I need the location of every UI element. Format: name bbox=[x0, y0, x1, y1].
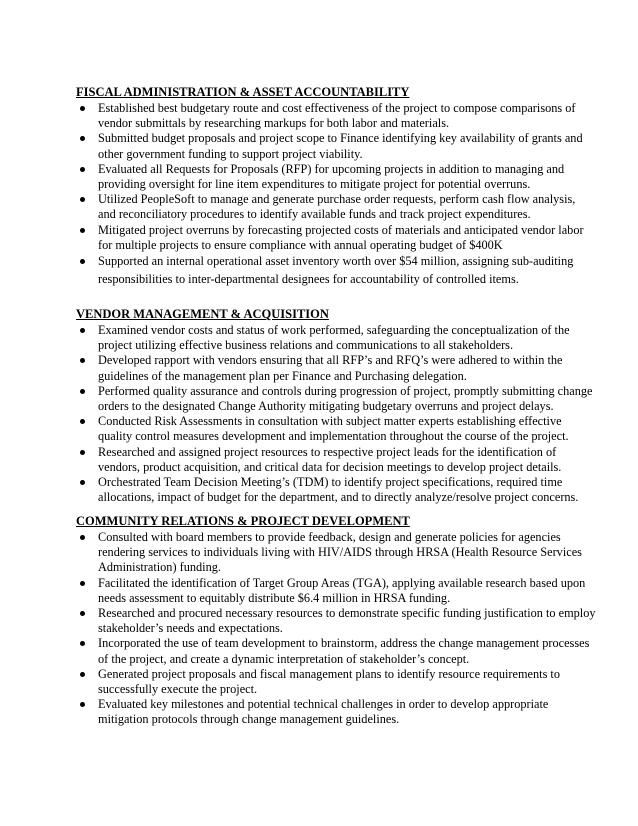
list-item-text: Evaluated all Requests for Proposals (RFP) for upcoming projects in addition to managing and providing oversight for line item expenditures to mitigate project for potential overruns. bbox=[98, 161, 565, 192]
list-item bbox=[76, 445, 596, 475]
bullet-icon bbox=[80, 259, 85, 264]
list-item-text: Facilitated the identification of Target Group Areas (TGA), applying available research based upon needs assessment to equitably distribute $6.4 million in HRSA funding. bbox=[98, 575, 586, 605]
list-item bbox=[76, 606, 596, 636]
bullet-list bbox=[76, 530, 596, 728]
bullet-icon bbox=[80, 197, 85, 202]
section-heading: VENDOR MANAGEMENT & ACQUISITION bbox=[76, 307, 329, 321]
list-item bbox=[76, 131, 596, 161]
list-item bbox=[76, 530, 596, 576]
bullet-icon bbox=[80, 228, 85, 233]
list-item-text: Consulted with board members to provide feedback, design and generate policies for agencies rendering services to individuals living with HIV/AIDS through HRSA (Health Resource Services Administration) funding. bbox=[98, 530, 582, 575]
bullet-icon bbox=[80, 480, 85, 485]
list-item-text: Submitted budget proposals and project scope to Finance identifying key availability of grants and other government funding to support project viability. bbox=[98, 131, 583, 161]
bullet-icon bbox=[80, 136, 85, 141]
section-community-relations bbox=[76, 514, 596, 728]
list-item bbox=[76, 253, 596, 288]
list-item-text: Supported an internal operational asset inventory worth over $54 million, assigning sub-auditing responsibilities to inter-departmental designees for accountability of controlled items. bbox=[98, 254, 574, 286]
bullet-icon bbox=[80, 611, 85, 616]
bullet-icon bbox=[80, 328, 85, 333]
bullet-icon bbox=[80, 450, 85, 455]
list-item-text: Incorporated the use of team development to brainstorm, address the change management processes of the project, and create a dynamic interpretation of stakeholder’s concept. bbox=[98, 636, 590, 666]
list-item bbox=[76, 323, 596, 353]
bullet-icon bbox=[80, 358, 85, 363]
list-item-text: Mitigated project overruns by forecasting projected costs of materials and anticipated vendor labor for multiple projects to ensure compliance with annual operating budget of $400K bbox=[98, 222, 584, 252]
list-item-text: Performed quality assurance and controls during progression of project, promptly submitting change orders to the designated Change Authority mitigating budgetary overruns and project delays. bbox=[98, 383, 593, 414]
section-heading: COMMUNITY RELATIONS & PROJECT DEVELOPMENT bbox=[76, 514, 410, 528]
list-item-text: Researched and procured necessary resources to demonstrate specific funding justification to employ stakeholder’s needs and expectations. bbox=[98, 606, 596, 636]
bullet-icon bbox=[80, 702, 85, 707]
list-item-text: Examined vendor costs and status of work performed, safeguarding the conceptualization of the project utilizing effective business relations and communications to all stakeholders. bbox=[98, 323, 570, 353]
list-item bbox=[76, 223, 596, 253]
section-vendor-management bbox=[76, 307, 596, 505]
list-item-text: Developed rapport with vendors ensuring that all RFP’s and RFQ’s were adhered to within the guidelines of the management plan per Finance and Purchasing delegation. bbox=[98, 353, 563, 383]
list-item-text: Conducted Risk Assessments in consultation with subject matter experts establishing effective quality control measures development and implementation throughout the course of the project. bbox=[98, 414, 569, 444]
list-item bbox=[76, 384, 596, 414]
list-item bbox=[76, 667, 596, 697]
list-item bbox=[76, 414, 596, 444]
list-item bbox=[76, 162, 596, 192]
list-item-text: Researched and assigned project resources to respective project leads for the identification of vendors, product acquisition, and critical data for decision meetings to develop project details. bbox=[98, 444, 562, 474]
list-item bbox=[76, 192, 596, 222]
bullet-icon bbox=[80, 535, 85, 540]
list-item-text: Orchestrated Team Decision Meeting’s (TDM) to identify project specifications, required time allocations, impact of budget for the department, and to directly analyze/resolve project concerns. bbox=[98, 475, 579, 505]
list-item-text: Utilized PeopleSoft to manage and generate purchase order requests, perform cash flow analysis, and reconciliatory procedures to identify available funds and track project expenditures. bbox=[98, 192, 576, 222]
list-item bbox=[76, 636, 596, 666]
bullet-icon bbox=[80, 389, 85, 394]
bullet-icon bbox=[80, 641, 85, 646]
bullet-icon bbox=[80, 106, 85, 111]
bullet-icon bbox=[80, 672, 85, 677]
bullet-icon bbox=[80, 167, 85, 172]
list-item-text: Generated project proposals and fiscal management plans to identify resource requirements to successfully execute the project. bbox=[98, 666, 560, 697]
list-item bbox=[76, 475, 596, 505]
list-item-text: Evaluated key milestones and potential technical challenges in order to develop appropriate mitigation protocols through change management guidelines. bbox=[98, 697, 549, 727]
bullet-icon bbox=[80, 419, 85, 424]
list-item bbox=[76, 697, 596, 727]
list-item-text: Established best budgetary route and cost effectiveness of the project to compose comparisons of vendor submittals by researching markups for both labor and materials. bbox=[98, 101, 576, 131]
list-item bbox=[76, 353, 596, 383]
section-heading: FISCAL ADMINISTRATION & ASSET ACCOUNTABILITY bbox=[76, 85, 410, 99]
bullet-list bbox=[76, 323, 596, 505]
section-fiscal-administration bbox=[76, 85, 596, 288]
bullet-icon bbox=[80, 581, 85, 586]
list-item bbox=[76, 576, 596, 606]
list-item bbox=[76, 101, 596, 131]
bullet-list bbox=[76, 101, 596, 288]
